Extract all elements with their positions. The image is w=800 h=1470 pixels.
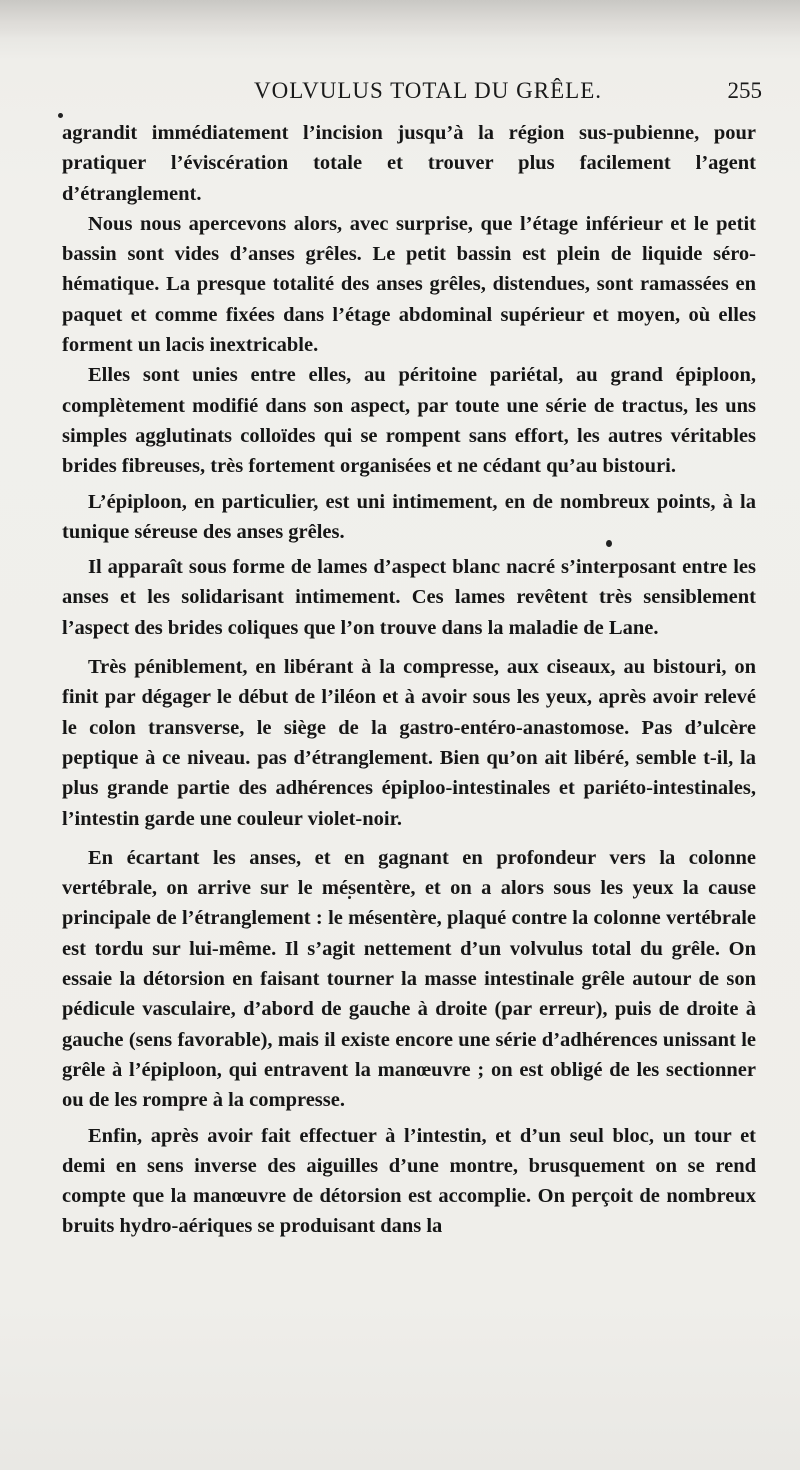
page-number: 255 <box>727 78 762 103</box>
body-text <box>62 118 756 1242</box>
paragraph: Très péniblement, en libérant à la compresse, aux ciseaux, au bistouri, on finit par dégager le début de l’iléon et à avoir sous les yeux, après avoir relevé le colon transverse, le siège de la gastro-entéro-anastomose. Pas d’ulcère peptique à ce niveau. pas d’étranglement. Bien qu’on ait libéré, semble t-il, la plus grande partie des adhérences épiploo-intestinales et pariéto-intestinales, l’intestin garde une couleur violet-noir. <box>62 656 756 830</box>
paragraph: Nous nous apercevons alors, avec surprise, que l’étage inférieur et le petit bassin sont vides d’anses grêles. Le petit bassin est plein de liquide séro-hématique. La presque totalité des anses grêles, distendues, sont ramassées en paquet et comme fixées dans l’étage abdominal supérieur et moyen, où elles forment un lacis inextricable. <box>62 212 756 357</box>
running-head <box>62 78 762 112</box>
paragraph: En écartant les anses, et en gagnant en profondeur vers la colonne vertébrale, on arrive sur le mésentère, et on a alors sous les yeux la cause principale de l’étranglement : le mésentère, plaqué contre la colonne vertébrale est tordu sur lui-même. Il s’agit nettement d’un volvulus total du grêle. On essaie la détorsion en faisant tourner la masse intestinale grêle autour de son pédicule vasculaire, d’abord de gauche à droite (par erreur), puis de droite à gauche (sens favorable), mais il existe encore une série d’adhérences unissant le grêle à l’épiploon, qui entravent la manœuvre ; on est obligé de les sectionner ou de les rompre à la compresse. <box>62 846 756 1112</box>
scan-top-shadow <box>0 0 800 38</box>
paragraph: agrandit immédiatement l’incision jusqu’à la région sus-pubienne, pour pratiquer l’éviscération totale et trouver plus facilement l’agent d’étranglement. <box>62 122 756 205</box>
paragraph: Elles sont unies entre elles, au péritoine pariétal, au grand épiploon, complètement modifié dans son aspect, par toute une série de tractus, les uns simples agglutinats colloïdes qui se rompent sans effort, les autres véritables brides fibreuses, très fortement organisées et ne cédant qu’au bistouri. <box>62 364 756 478</box>
running-head-title: VOLVULUS TOTAL DU GRÊLE. <box>254 78 602 103</box>
paragraph: Enfin, après avoir fait effectuer à l’intestin, et d’un seul bloc, un tour et demi en sens inverse des aiguilles d’une montre, brusquement on se rend compte que la manœuvre de détorsion est accomplie. On perçoit de nombreux bruits hydro-aériques se produisant dans la <box>62 1124 756 1238</box>
paragraph: L’épiploon, en particulier, est uni intimement, en de nombreux points, à la tunique séreuse des anses grêles. <box>62 490 756 543</box>
paragraph: Il apparaît sous forme de lames d’aspect blanc nacré s’interposant entre les anses et les solidarisant intimement. Ces lames revêtent très sensiblement l’aspect des brides coliques que l’on trouve dans la maladie de Lane. <box>62 556 756 639</box>
